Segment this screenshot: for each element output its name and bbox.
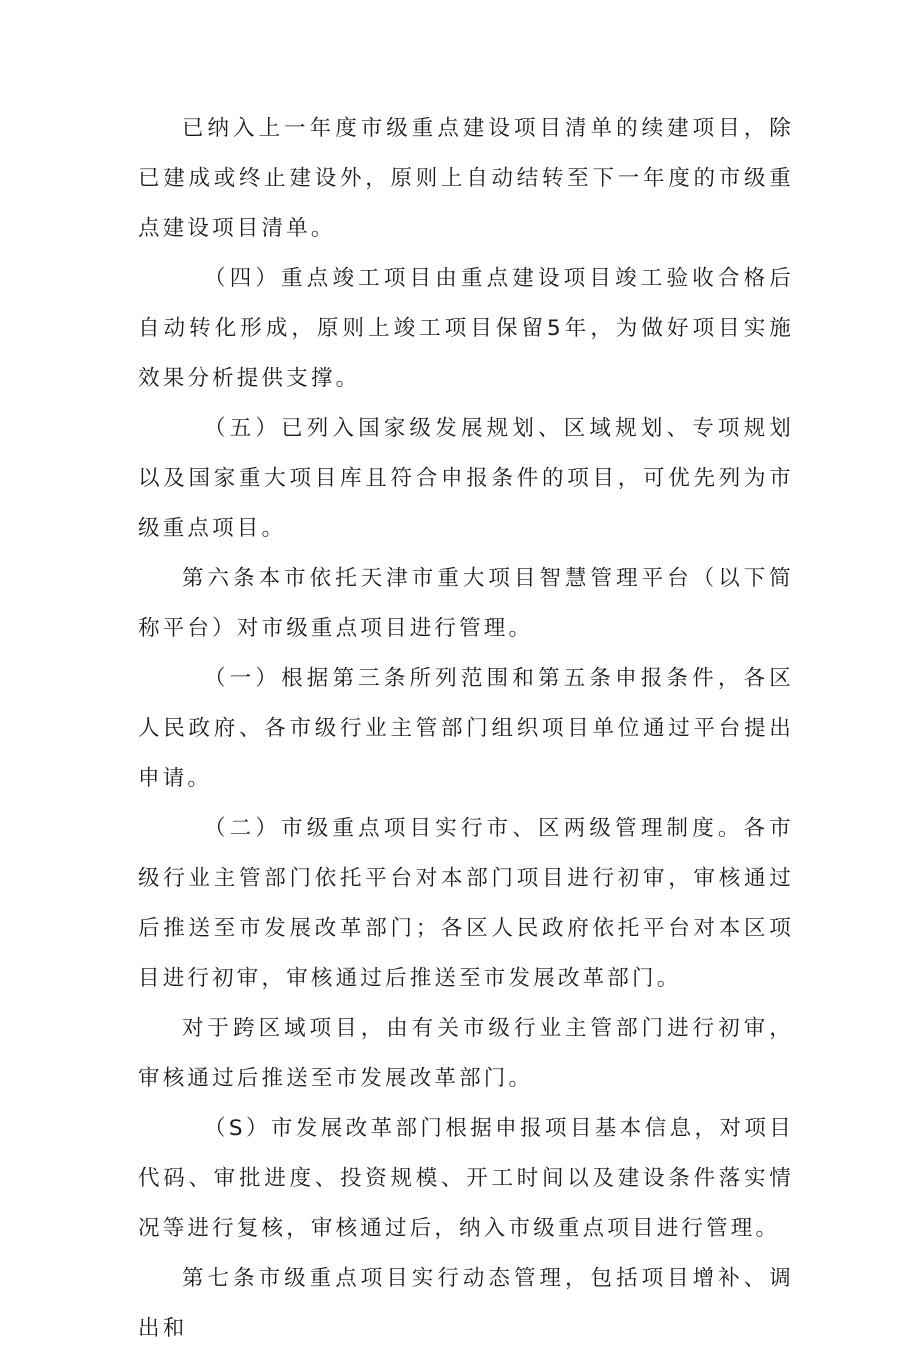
paragraph-item-3-review: （S）市发展改革部门根据申报项目基本信息，对项目代码、审批进度、投资规模、开工时间以及建设条件落实情况等进行复核，审核通过后，纳入市级重点项目进行管理。	[138, 1116, 794, 1241]
paragraph-item-4-completed-projects: （四）重点竣工项目由重点建设项目竣工验收合格后自动转化形成，原则上竣工项目保留5年，为做好项目实施效果分析提供支撑。	[138, 266, 794, 391]
paragraph-continuing-projects: 已纳入上一年度市级重点建设项目清单的续建项目，除已建成或终止建设外，原则上自动结转至下一年度的市级重点建设项目清单。	[138, 116, 794, 241]
paragraph-item-1-application: （一）根据第三条所列范围和第五条申报条件，各区人民政府、各市级行业主管部门组织项目单位通过平台提出申请。	[138, 666, 794, 791]
document-body	[138, 104, 794, 1354]
paragraph-item-2-management-system: （二）市级重点项目实行市、区两级管理制度。各市级行业主管部门依托平台对本部门项目进行初审，审核通过后推送至市发展改革部门；各区人民政府依托平台对本区项目进行初审，审核通过后推送至市发展改革部门。	[138, 816, 794, 991]
paragraph-article-6: 第六条本市依托天津市重大项目智慧管理平台（以下简称平台）对市级重点项目进行管理。	[138, 566, 794, 641]
paragraph-item-5-priority-projects: （五）已列入国家级发展规划、区域规划、专项规划以及国家重大项目库且符合申报条件的项目，可优先列为市级重点项目。	[138, 416, 794, 541]
paragraph-article-7: 第七条市级重点项目实行动态管理，包括项目增补、调出和	[138, 1266, 794, 1341]
paragraph-cross-region-projects: 对于跨区域项目，由有关市级行业主管部门进行初审，审核通过后推送至市发展改革部门。	[138, 1016, 794, 1091]
